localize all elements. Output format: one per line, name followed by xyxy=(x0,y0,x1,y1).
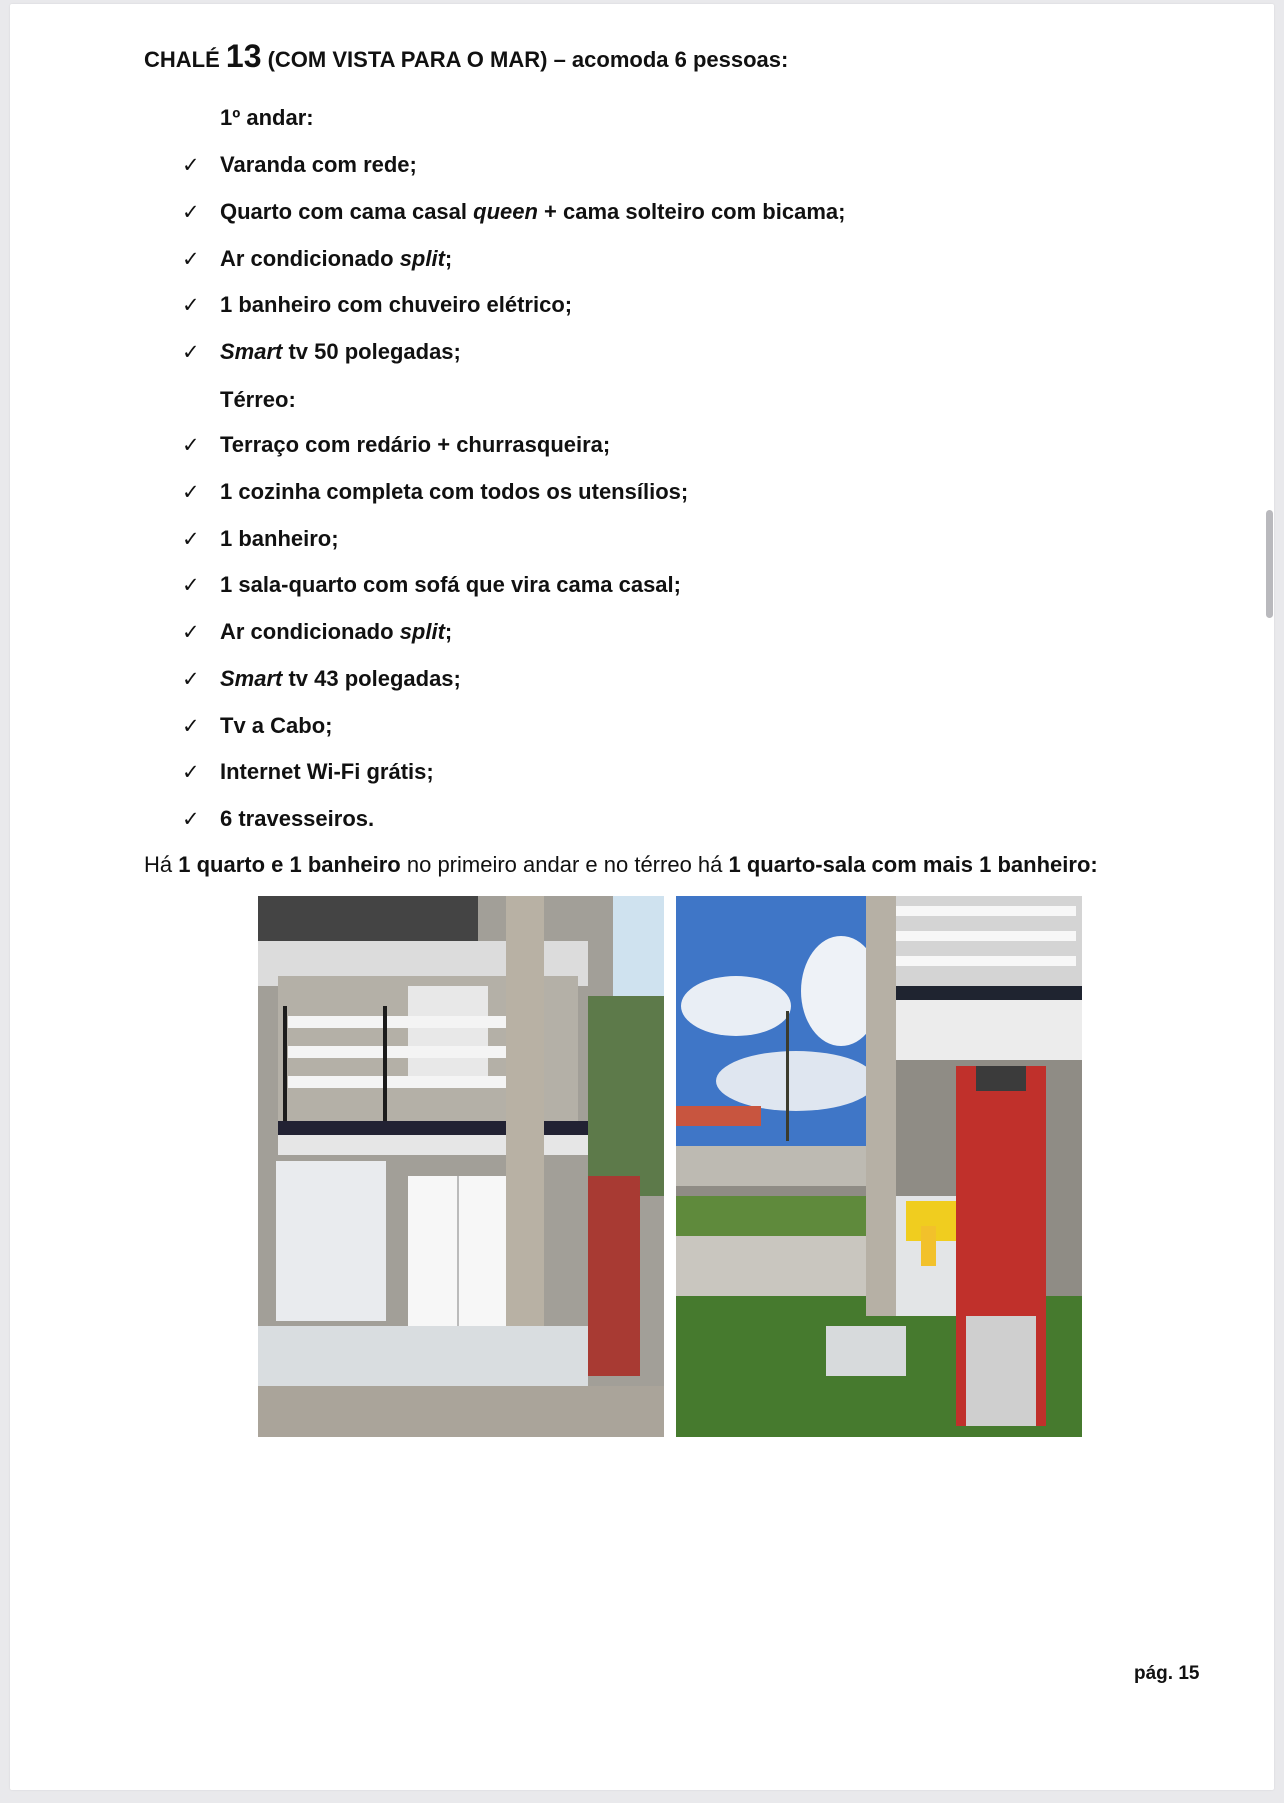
caption-text-2: no primeiro andar e no térreo há xyxy=(400,852,729,877)
italic-text: queen xyxy=(473,198,538,224)
terrace-barbecue-photo xyxy=(676,896,1082,1437)
text-segment: 1 cozinha completa com todos os utensílios; xyxy=(220,478,689,504)
text-segment: tv 50 polegadas; xyxy=(282,339,461,364)
checkmark-icon: ✓ xyxy=(182,153,200,177)
list-item-label xyxy=(220,666,461,692)
checkmark-icon: ✓ xyxy=(182,620,200,644)
chalet-front-photo xyxy=(258,896,664,1437)
list-item xyxy=(182,617,452,647)
checkmark-icon: ✓ xyxy=(182,526,200,551)
checkmark-icon: ✓ xyxy=(182,433,200,457)
list-item-label xyxy=(220,199,845,225)
text-segment: 1 banheiro com chuveiro elétrico; xyxy=(220,292,573,318)
floor1-heading: 1º andar: xyxy=(220,105,314,130)
title-prefix: CHALÉ xyxy=(144,47,226,72)
caption-bold-1: 1 quarto e 1 banheiro xyxy=(178,852,401,877)
photos-caption xyxy=(144,852,1098,878)
italic-text: Smart xyxy=(220,665,283,691)
list-item-label xyxy=(220,619,452,645)
list-item xyxy=(182,244,452,274)
list-item-label xyxy=(220,806,374,832)
text-segment: Ar condicionado xyxy=(220,619,400,644)
list-item xyxy=(182,290,572,320)
list-item xyxy=(182,804,374,834)
list-item-label xyxy=(220,479,688,505)
text-segment: 1 banheiro; xyxy=(220,525,339,551)
text-segment: Ar condicionado xyxy=(220,245,400,271)
text-segment: Varanda com rede; xyxy=(220,152,417,177)
list-item xyxy=(182,430,610,460)
title-number: 13 xyxy=(225,38,262,74)
text-segment: ; xyxy=(444,245,453,271)
caption-text-1: Há xyxy=(144,852,179,877)
checkmark-icon: ✓ xyxy=(182,807,200,831)
list-item xyxy=(182,524,339,554)
text-segment: ; xyxy=(444,619,453,644)
page-number: pág. 15 xyxy=(1134,1663,1200,1684)
list-item-label xyxy=(220,292,572,318)
italic-text: split xyxy=(399,619,445,644)
title-rest: (COM VISTA PARA O MAR) – acomoda 6 pessoas: xyxy=(261,47,789,72)
italic-text: Smart xyxy=(220,339,283,364)
checkmark-icon: ✓ xyxy=(182,479,200,504)
text-segment: Tv a Cabo; xyxy=(220,712,333,738)
checkmark-icon: ✓ xyxy=(182,713,200,738)
list-item-label xyxy=(220,713,332,739)
list-item xyxy=(182,570,681,600)
checkmark-icon: ✓ xyxy=(182,573,200,598)
text-segment: + cama solteiro com bicama; xyxy=(537,198,846,224)
list-item-label xyxy=(220,339,461,365)
checkmark-icon: ✓ xyxy=(182,666,200,691)
page-title xyxy=(144,38,788,75)
list-item xyxy=(182,337,461,367)
italic-text: split xyxy=(399,245,445,271)
text-segment: 1 sala-quarto com sofá que vira cama casal; xyxy=(220,572,681,598)
list-item xyxy=(182,757,434,787)
text-segment: Quarto com cama casal xyxy=(220,198,474,224)
text-segment: Internet Wi-Fi grátis; xyxy=(220,759,434,785)
list-item xyxy=(182,664,461,694)
ground-heading: Térreo: xyxy=(220,387,296,412)
list-item-label xyxy=(220,246,452,272)
caption-bold-2: 1 quarto-sala com mais 1 banheiro: xyxy=(728,852,1098,877)
list-item-label xyxy=(220,759,434,785)
checkmark-icon: ✓ xyxy=(182,293,200,318)
checkmark-icon: ✓ xyxy=(182,246,200,271)
text-segment: Terraço com redário + churrasqueira; xyxy=(220,432,611,457)
list-item-label xyxy=(220,526,339,552)
list-item xyxy=(182,477,688,507)
checkmark-icon: ✓ xyxy=(182,760,200,785)
text-segment: 6 travesseiros. xyxy=(220,806,375,831)
list-item-label xyxy=(220,432,610,458)
text-segment: tv 43 polegadas; xyxy=(282,665,461,691)
checkmark-icon: ✓ xyxy=(182,340,200,364)
checkmark-icon: ✓ xyxy=(182,199,200,224)
list-item-label xyxy=(220,572,681,598)
scrollbar-thumb[interactable] xyxy=(1266,510,1273,618)
list-item xyxy=(182,711,332,741)
list-item xyxy=(182,150,417,180)
list-item xyxy=(182,197,845,227)
list-item-label xyxy=(220,152,417,178)
